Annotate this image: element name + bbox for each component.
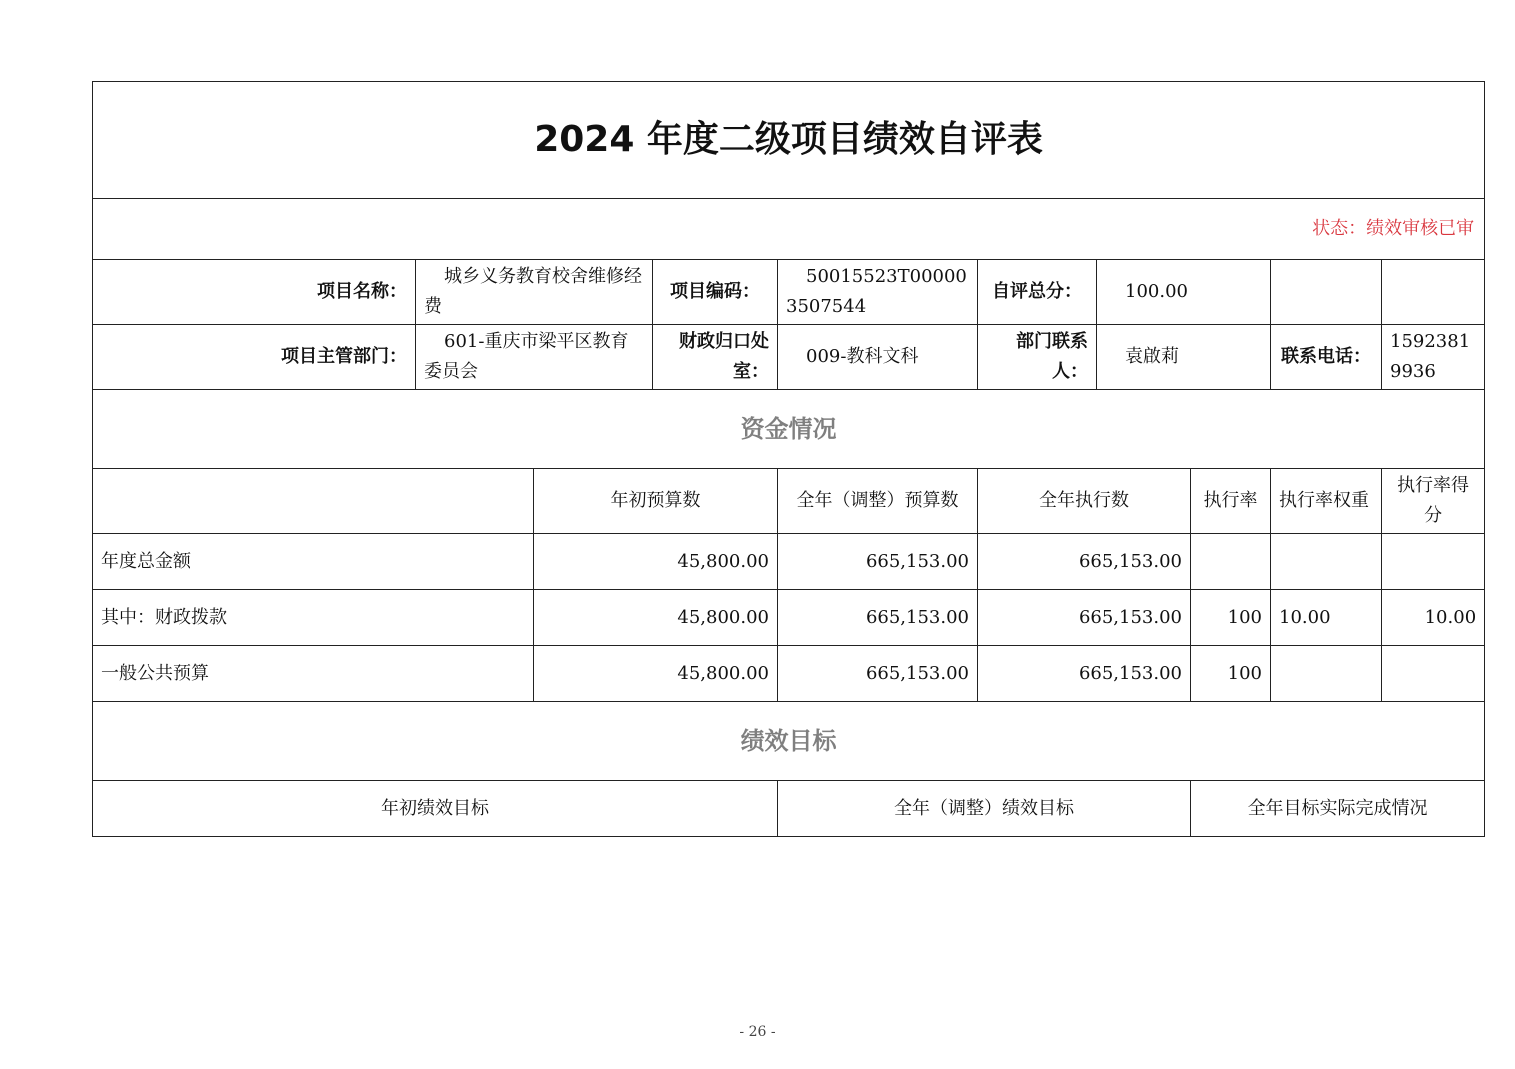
goal-initial-header: 年初绩效目标 <box>93 781 778 837</box>
header-rate-weight: 执行率权重 <box>1271 469 1382 534</box>
table-row <box>93 534 1485 590</box>
score-label: 自评总分： <box>978 260 1097 325</box>
project-code-value: 50015523T000003507544 <box>778 260 978 325</box>
row-weight <box>1271 534 1382 590</box>
row-initial: 45,800.00 <box>534 646 778 702</box>
project-name-value: 城乡义务教育校舍维修经费 <box>416 260 653 325</box>
header-rate-score: 执行率得分 <box>1382 469 1485 534</box>
row-name: 其中：财政拨款 <box>93 590 534 646</box>
evaluation-table <box>92 81 1485 837</box>
contact-value: 袁啟莉 <box>1097 325 1271 390</box>
evaluation-form <box>92 81 1484 837</box>
goal-adjusted-header: 全年（调整）绩效目标 <box>778 781 1191 837</box>
phone-label: 联系电话： <box>1271 325 1382 390</box>
row-initial: 45,800.00 <box>534 534 778 590</box>
row-executed: 665,153.00 <box>978 534 1191 590</box>
goal-actual-header: 全年目标实际完成情况 <box>1191 781 1485 837</box>
row-score <box>1382 534 1485 590</box>
row-weight: 10.00 <box>1271 590 1382 646</box>
header-executed: 全年执行数 <box>978 469 1191 534</box>
phone-value: 15923819936 <box>1382 325 1485 390</box>
row-rate: 100 <box>1191 590 1271 646</box>
header-adjusted-budget: 全年（调整）预算数 <box>778 469 978 534</box>
project-code-label: 项目编码： <box>653 260 778 325</box>
row-executed: 665,153.00 <box>978 646 1191 702</box>
table-row <box>93 646 1485 702</box>
status-text: 状态：绩效审核已审 <box>93 199 1485 260</box>
header-initial-budget: 年初预算数 <box>534 469 778 534</box>
row-weight <box>1271 646 1382 702</box>
empty-cell <box>1382 260 1485 325</box>
row-initial: 45,800.00 <box>534 590 778 646</box>
row-name: 年度总金额 <box>93 534 534 590</box>
funds-section-title: 资金情况 <box>93 390 1485 469</box>
form-title: 2024 年度二级项目绩效自评表 <box>93 82 1485 199</box>
table-row <box>93 590 1485 646</box>
empty-cell <box>1271 260 1382 325</box>
row-adjusted: 665,153.00 <box>778 534 978 590</box>
finance-office-label: 财政归口处室： <box>653 325 778 390</box>
finance-office-value: 009-教科文科 <box>778 325 978 390</box>
row-score: 10.00 <box>1382 590 1485 646</box>
dept-value: 601-重庆市梁平区教育委员会 <box>416 325 653 390</box>
goals-section-title: 绩效目标 <box>93 702 1485 781</box>
project-name-label: 项目名称： <box>93 260 416 325</box>
row-executed: 665,153.00 <box>978 590 1191 646</box>
page-number: - 26 - <box>739 1024 776 1040</box>
row-score <box>1382 646 1485 702</box>
row-adjusted: 665,153.00 <box>778 646 978 702</box>
row-rate: 100 <box>1191 646 1271 702</box>
row-adjusted: 665,153.00 <box>778 590 978 646</box>
row-rate <box>1191 534 1271 590</box>
contact-label: 部门联系人： <box>978 325 1097 390</box>
header-rate: 执行率 <box>1191 469 1271 534</box>
dept-label: 项目主管部门： <box>93 325 416 390</box>
funds-header-blank <box>93 469 534 534</box>
row-name: 一般公共预算 <box>93 646 534 702</box>
score-value: 100.00 <box>1097 260 1271 325</box>
